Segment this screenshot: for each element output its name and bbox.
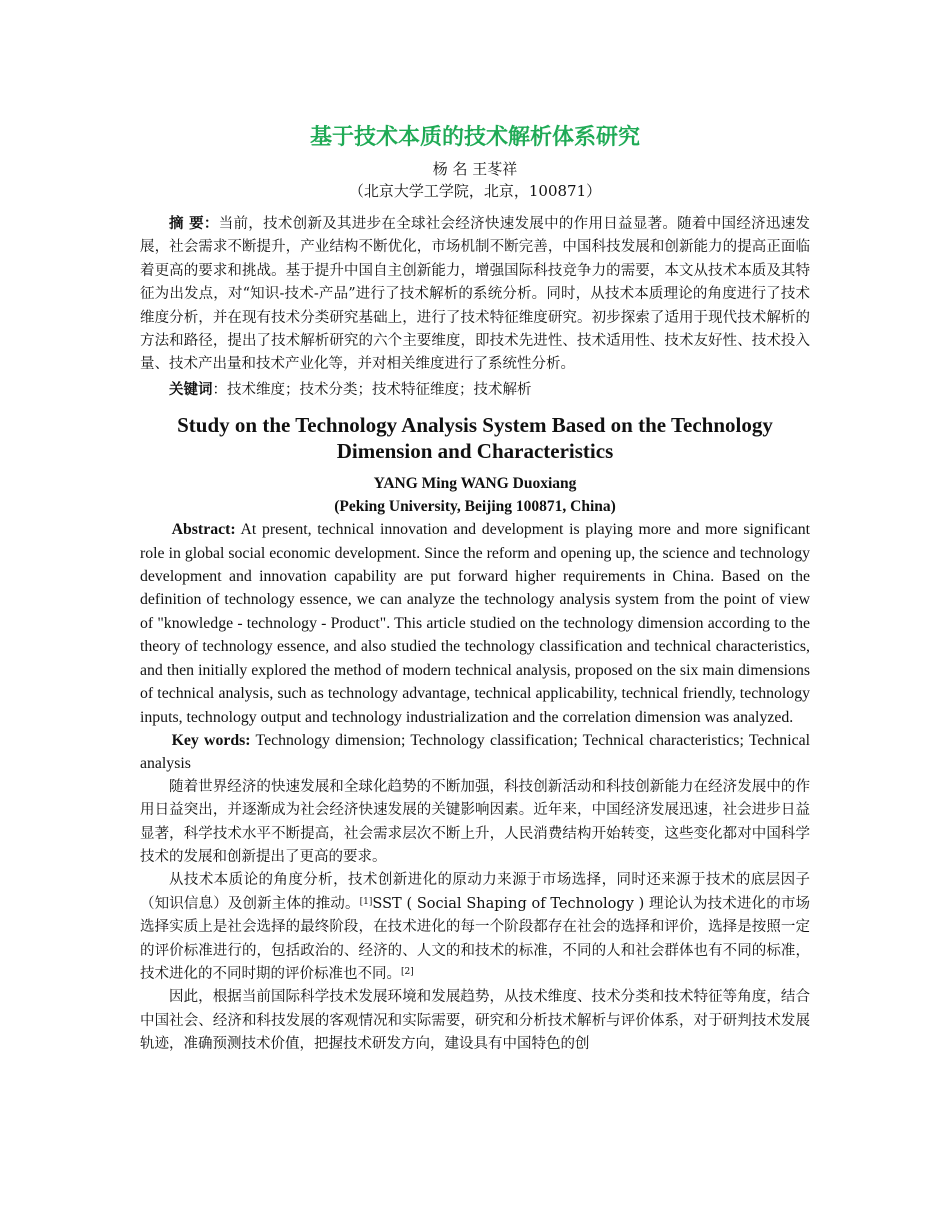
chinese-abstract-text: 当前，技术创新及其进步在全球社会经济快速发展中的作用日益显著。随着中国经济迅速发展，社会需求不断提升，产业结构不断优化，市场机制不断完善，中国科技发展和创新能力的提高正面临着更高的要求和挑战。基于提升中国自主创新能力，增强国际科技竞争力的需要，本文从技术本质及其特征为出发点，对“知识-技术-产品”进行了技术解析的系统分析。同时，从技术本质理论的角度进行了技术维度分析，并在现有技术分类研究基础上，进行了技术特征维度研究。初步探索了适用于现代技术解析的方法和路径，提出了技术解析研究的六个主要维度，即技术先进性、技术适用性、技术友好性、技术投入量、技术产出量和技术产业化等，并对相关维度进行了系统性分析。 — [140, 216, 810, 373]
paper-page — [140, 118, 810, 1057]
english-abstract-label: Abstract: — [171, 521, 236, 539]
body-paragraph-1: 随着世界经济的快速发展和全球化趋势的不断加强，科技创新活动和科技创新能力在经济发展中的作用日益突出，并逐渐成为社会经济快速发展的关键影响因素。近年来，中国经济发展迅速，社会进步日益显著，科学技术水平不断提高，社会需求层次不断上升，人民消费结构开始转变，这些变化都对中国科学技术的发展和创新提出了更高的要求。 — [140, 778, 810, 865]
body-paragraph-3: 因此，根据当前国际科学技术发展环境和发展趋势，从技术维度、技术分类和技术特征等角度，结合中国社会、经济和科技发展的客观情况和实际需要，研究和分析技术解析与评价体系，对于研判技术发展轨迹，准确预测技术价值，把握技术研发方向，建设具有中国特色的创 — [140, 989, 810, 1053]
english-affiliation: (Peking University, Beijing 100871, China) — [334, 498, 616, 516]
english-abstract — [140, 518, 810, 729]
chinese-keywords-text: ：技术维度；技术分类；技术特征维度；技术解析 — [212, 381, 532, 398]
citation-1: [1] — [359, 896, 373, 907]
chinese-title: 基于技术本质的技术解析体系研究 — [309, 125, 640, 150]
english-abstract-text: At present, technical innovation and development is playing more and more significant role in global social economic development. Since the reform and opening up, the science and technology development and innovation capability are put forward higher requirements in China. Based on the definition of technology essence, we can analyze the technology analysis system from the point of view of "knowledge - technology - Product". This article studied on the technology dimension according to the theory of technology essence, and also studied the technology classification and technical characteristics, and then initially explored the method of modern technical analysis, proposed on the six main dimensions of technical analysis, such as technology advantage, technical applicability, technical friendly, technology inputs, technology output and technology industrialization and the correlation dimension was analyzed. — [140, 521, 810, 726]
body-text — [140, 776, 810, 1057]
chinese-keywords — [140, 378, 810, 402]
english-keywords-label: Key words: — [171, 731, 251, 749]
body-paragraph-2 — [140, 869, 810, 986]
citation-2: [2] — [401, 966, 414, 977]
english-authors: YANG Ming WANG Duoxiang — [373, 475, 577, 493]
chinese-authors: 杨 名 王苳祥 — [432, 160, 518, 178]
chinese-keywords-label: 关键词 — [169, 380, 213, 398]
body-paragraph-2-text-a: 从技术本质论的角度分析，技术创新进化的原动力来源于市场选择，同时还来源于技术的底层因子（知识信息）及创新主体的推动。 — [140, 872, 810, 912]
chinese-abstract — [140, 212, 810, 377]
chinese-abstract-label: 摘 要： — [169, 215, 219, 232]
chinese-affiliation: （北京大学工学院，北京，100871） — [348, 182, 602, 200]
english-title: Study on the Technology Analysis System Based on the Technology Dimension and Characteristics — [177, 413, 773, 464]
english-keywords — [140, 729, 810, 776]
english-keywords-text: Technology dimension; Technology classification; Technical characteristics; Technical analysis — [140, 731, 810, 773]
body-paragraph-2-text-b: SST ( Social Shaping of Technology ) 理论认为技术进化的市场选择实质上是社会选择的最终阶段，在技术进化的每一个阶段都存在社会的选择和评价，选择是按照一定的评价标准进行的，包括政治的、经济的、人文的和技术的标准，不同的人和社会群体也有不同的标准，技术进化的不同时期的评价标准也不同。 — [140, 895, 810, 982]
